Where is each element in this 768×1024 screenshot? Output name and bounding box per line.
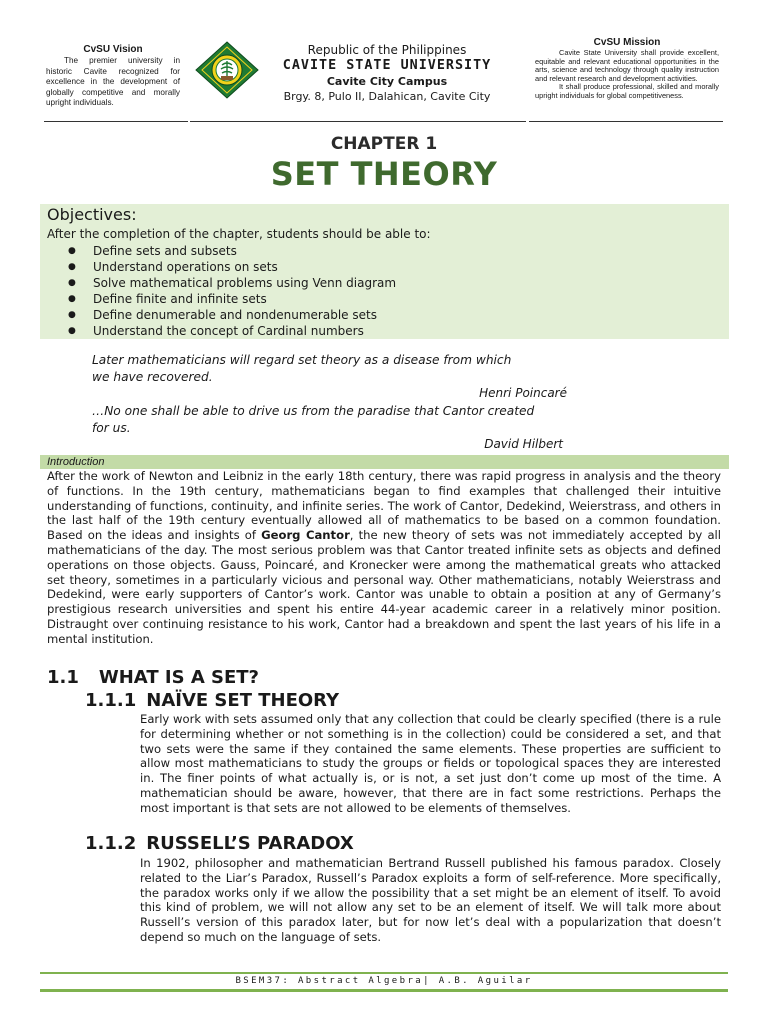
bullet-icon: ● bbox=[68, 262, 76, 272]
quote-1-line-2: we have recovered. bbox=[92, 370, 213, 384]
introduction-text bbox=[47, 469, 721, 647]
section-number: 1.1 bbox=[47, 667, 79, 688]
quote-1-line-1: Later mathematicians will regard set theory as a disease from which bbox=[92, 353, 512, 367]
mission-text-2: It shall produce professional, skilled and morally upright individuals for global competitiveness. bbox=[535, 82, 719, 100]
objectives-title bbox=[47, 205, 137, 224]
mission-text-1: Cavite State University shall provide excellent, equitable and relevant educational opportunities in the arts, science and technology through quality instruction and relevant research and development activities. bbox=[535, 48, 719, 83]
objective-text: Define denumerable and nondenumerable sets bbox=[93, 308, 377, 322]
quote-2-line-1: …No one shall be able to drive us from the paradise that Cantor created bbox=[92, 404, 535, 418]
bullet-icon: ● bbox=[68, 326, 76, 336]
section-1-1-1-heading bbox=[85, 690, 339, 711]
list-item bbox=[68, 323, 396, 339]
section-1-1-heading bbox=[47, 667, 259, 688]
chapter-title: SET THEORY bbox=[270, 155, 498, 193]
objective-text: Define finite and infinite sets bbox=[93, 292, 267, 306]
quote-1-author: Henri Poincaré bbox=[479, 386, 567, 400]
university-logo bbox=[194, 41, 260, 99]
vision-text: The premier university in historic Cavite recognized for excellence in the development of globally competitive and morally upright individuals. bbox=[46, 56, 180, 107]
header-divider-center bbox=[190, 121, 526, 122]
objectives-title-text: Objectives bbox=[47, 205, 132, 224]
section-title: RUSSELL’S PARADOX bbox=[146, 833, 354, 854]
quote-2-line-2: for us. bbox=[92, 421, 131, 435]
vision-block bbox=[46, 44, 180, 109]
campus-address: Brgy. 8, Pulo II, Dalahican, Cavite City bbox=[283, 90, 491, 103]
section-1-1-2-text: In 1902, philosopher and mathematician Bertrand Russell published his famous paradox. Closely related to the Liar’s Paradox, Russell’s Paradox exploits a form of self-reference. More specifically, the paradox works only if we allow the possibility that a set might be an element of itself. To avoid this kind of problem, we will not allow any set to be an element of itself. We will talk more about Russell’s version of this paradox later, but for now let’s deal with a popularization that doesn’t depend so much on the language of sets. bbox=[140, 856, 721, 944]
bullet-icon: ● bbox=[68, 246, 76, 256]
bullet-icon: ● bbox=[68, 278, 76, 288]
campus-name: Cavite City Campus bbox=[326, 75, 448, 88]
quote-2-author: David Hilbert bbox=[484, 437, 563, 451]
intro-text-before: After the work of Newton and Leibniz in the early 18th century, there was rapid progress in analysis and the theory of functions. In the 19th century, mathematicians began to find examples that challenged their intuitive understanding of functions, continuity, and infinite series. The work of Cantor, Dedekind, Weierstrass, and others in the last half of the 19th century eventually allowed all of mathematics to be based on a common foundation. Based on the ideas and insights of bbox=[47, 469, 721, 543]
footer-line-bottom bbox=[40, 989, 728, 992]
university-name: CAVITE STATE UNIVERSITY bbox=[282, 58, 492, 73]
section-title: WHAT IS A SET? bbox=[98, 667, 259, 688]
bullet-icon: ● bbox=[68, 294, 76, 304]
section-1-1-2-heading bbox=[85, 833, 354, 854]
objectives-box bbox=[40, 204, 729, 339]
list-item bbox=[68, 307, 396, 323]
list-item bbox=[68, 275, 396, 291]
list-item bbox=[68, 243, 396, 259]
objectives-title-colon: : bbox=[131, 205, 137, 224]
introduction-bar bbox=[40, 455, 729, 469]
list-item bbox=[68, 291, 396, 307]
section-number: 1.1.1 bbox=[85, 690, 137, 711]
objective-text: Solve mathematical problems using Venn diagram bbox=[93, 276, 397, 290]
university-header bbox=[262, 43, 512, 104]
introduction-label: Introduction bbox=[47, 456, 105, 468]
objective-text: Understand the concept of Cardinal numbers bbox=[93, 324, 364, 338]
header-divider-left bbox=[44, 121, 188, 122]
republic-line: Republic of the Philippines bbox=[307, 43, 467, 57]
bullet-icon: ● bbox=[68, 310, 76, 320]
section-number: 1.1.2 bbox=[85, 833, 137, 854]
vision-title: CvSU Vision bbox=[83, 44, 143, 55]
objectives-list bbox=[68, 243, 396, 339]
objective-text: Define sets and subsets bbox=[93, 244, 237, 258]
intro-text-after: , the new theory of sets was not immediately accepted by all mathematicians of the day. The most serious problem was that Cantor treated infinite sets as objects and defined operations on those objects. Gauss, Poincaré, and Kronecker were among the mathematical greats who attacked set theory, sometimes in a particularly vicious and personal way. Other mathematicians, notably Weierstrass and Dedekind, were early supporters of Cantor’s work. Cantor was unable to obtain a position at any of Germany’s prestigious research universities and spent his entire 44-year academic career in a relatively minor position. Distraught over continuing resistance to his work, Cantor had a breakdown and spent the last years of his life in a mental institution. bbox=[47, 528, 721, 646]
objectives-intro: After the completion of the chapter, students should be able to: bbox=[47, 227, 431, 241]
section-1-1-1-text: Early work with sets assumed only that any collection that could be clearly specified (there is a rule for determining whether or not something is in the collection) could be considered a set, and that two sets were the same if they contained the same elements. These properties are sufficient to allow most mathematicians to study the groups or fields or topological spaces they are interested in. The finer points of what actually is, or is not, a set just don’t come up most of the time. A mathematician should be aware, however, that there are in fact some restrictions. Perhaps the most important is that sets are not allowed to be elements of themselves. bbox=[140, 712, 721, 815]
intro-bold-name: Georg Cantor bbox=[261, 528, 350, 543]
mission-title: CvSU Mission bbox=[593, 37, 661, 48]
header-divider-right bbox=[529, 121, 723, 122]
footer-line-top bbox=[40, 972, 728, 974]
section-title: NAÏVE SET THEORY bbox=[146, 690, 340, 711]
objective-text: Understand operations on sets bbox=[93, 260, 278, 274]
chapter-label: CHAPTER 1 bbox=[330, 134, 438, 154]
mission-block bbox=[535, 37, 719, 101]
footer-text: BSEM37: Abstract Algebra| A.B. Aguilar bbox=[235, 976, 533, 986]
list-item bbox=[68, 259, 396, 275]
